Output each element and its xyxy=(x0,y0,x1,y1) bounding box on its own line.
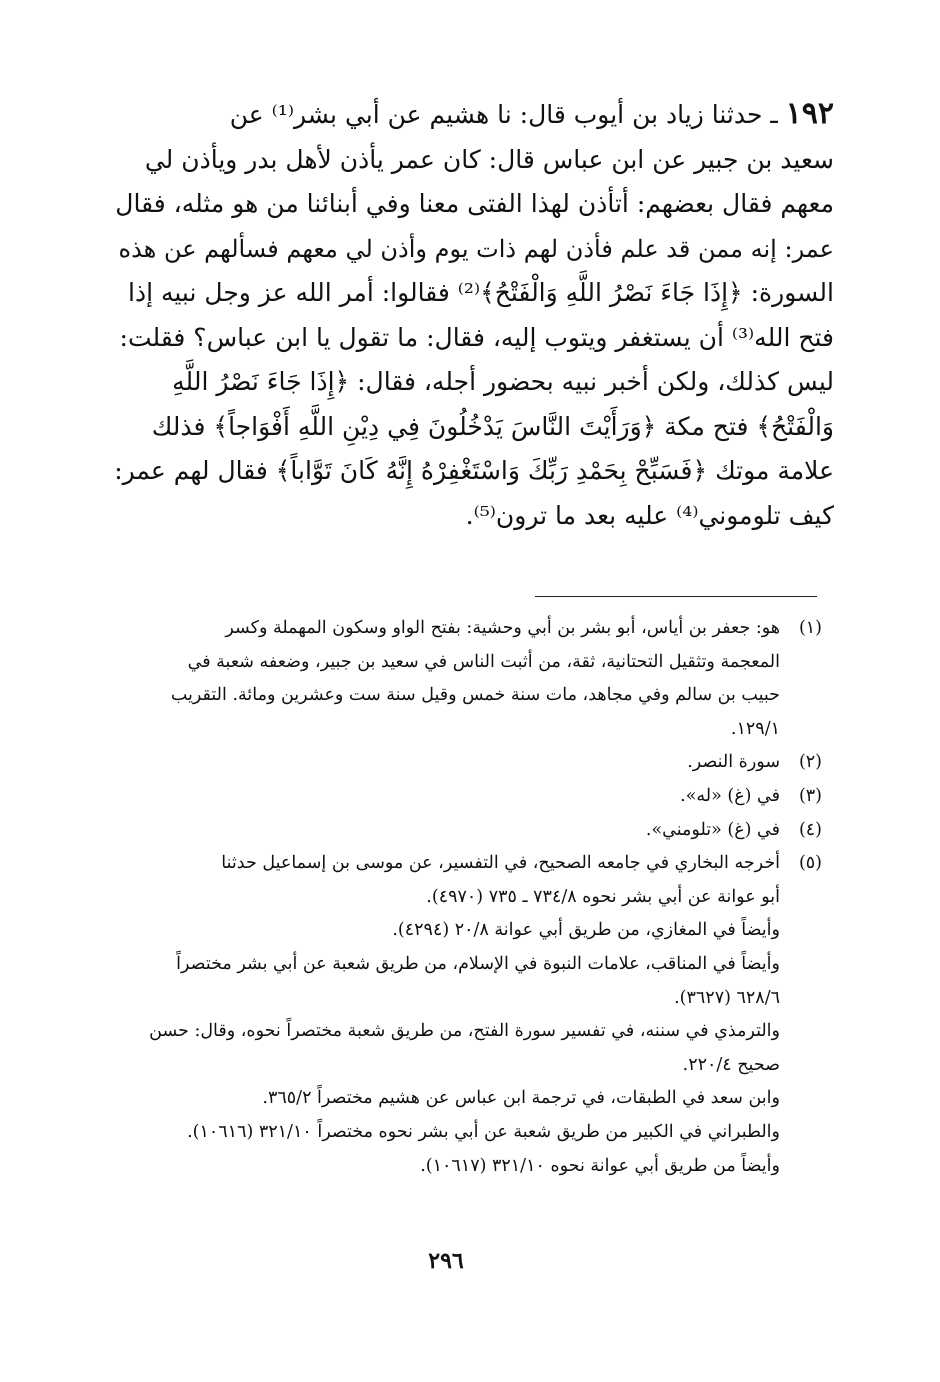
footnote-3 xyxy=(116,780,822,814)
footnote-number: (٤) xyxy=(798,819,822,840)
hadith-line: سعيد بن جبير عن ابن عباس قال: كان عمر يأذن لأهل بدر ويأذن لي xyxy=(144,144,834,174)
footnote-4 xyxy=(116,814,822,848)
footnote-line: هو: جعفر بن أياس، أبو بشر بن أبي وحشية: بفتح الواو وسكون المهملة وكسر xyxy=(225,618,780,638)
footnote-line: وأيضاً من طريق أبي عوانة نحوه ٣٢١/١٠ (١٠٦١٧). xyxy=(420,1155,780,1176)
footnote-line: وأيضاً في المناقب، علامات النبوة في الإسلام، من طريق شعبة عن أبي بشر مختصراً xyxy=(176,953,780,974)
hadith-line: معهم فقال بعضهم: أتأذن لهذا الفتى معنا وفي أبنائنا من هو مثله، فقال xyxy=(115,189,834,218)
hadith-text xyxy=(108,92,834,538)
hadith-line xyxy=(108,92,834,138)
hadith-line: كيف تلوموني⁽⁴⁾ عليه بعد ما ترون⁽⁵⁾. xyxy=(465,500,834,530)
footnote-line: المعجمة وتثقيل التحتانية، ثقة، من أثبت الناس في سعيد بن جبير، وضعفه شعبة في xyxy=(187,651,780,672)
footnote-number: (٢) xyxy=(798,752,822,773)
footnote-line: والترمذي في سننه، في تفسير سورة الفتح، من طريق شعبة مختصراً نحوه، وقال: حسن xyxy=(149,1021,780,1042)
page-number: ٢٩٦ xyxy=(428,1248,464,1274)
footnote-line: وابن سعد في الطبقات، في ترجمة ابن عباس عن هشيم مختصراً ٣٦٥/٢. xyxy=(262,1088,780,1109)
hadith-number: ١٩٢ xyxy=(785,96,834,131)
footnote-line: ١٢٩/١. xyxy=(730,718,780,739)
footnote-line: في (غ) «له». xyxy=(680,785,780,806)
hadith-line: السورة: ﴿إِذَا جَاءَ نَصْرُ اللَّهِ وَالْفَتْحُ﴾⁽²⁾ فقالوا: أمر الله عز وجل نبيه إذا xyxy=(128,278,834,307)
footnote-number: (٥) xyxy=(798,853,822,874)
footnote-line: صحيح ٢٢٠/٤. xyxy=(682,1054,780,1075)
footnote-line: حبيب بن سالم وفي مجاهد، مات سنة خمس وقيل سنة ست وعشرين ومائة. التقريب xyxy=(170,685,780,706)
hadith-line: وَالْفَتْحُ﴾ فتح مكة ﴿وَرَأَيْتَ النَّاسَ يَدْخُلُونَ فِي دِيْنِ اللَّهِ أَفْوَاجاً﴾ فذلك xyxy=(151,411,834,441)
footnote-divider xyxy=(535,596,817,597)
footnote-line: سورة النصر. xyxy=(687,752,780,773)
hadith-line: ليس كذلك، ولكن أخبر نبيه بحضور أجله، فقال: ﴿إِذَا جَاءَ نَصْرُ اللَّهِ xyxy=(172,367,834,396)
footnote-line: أخرجه البخاري في جامعه الصحيح، في التفسير، عن موسى بن إسماعيل حدثنا xyxy=(221,853,780,874)
footnote-1 xyxy=(116,612,822,746)
footnotes xyxy=(116,612,822,1183)
footnote-5 xyxy=(116,847,822,1183)
footnote-line: والطبراني في الكبير من طريق شعبة عن أبي بشر نحوه مختصراً ٣٢١/١٠ (١٠٦١٦). xyxy=(187,1121,780,1142)
footnote-line: ٦٢٨/٦ (٣٦٢٧). xyxy=(674,987,780,1008)
hadith-line-text: ـ حدثنا زياد بن أيوب قال: نا هشيم عن أبي بشر⁽¹⁾ عن xyxy=(229,100,786,129)
hadith-line: علامة موتك ﴿فَسَبِّحْ بِحَمْدِ رَبِّكَ وَاسْتَغْفِرْهُ إِنَّهُ كَانَ تَوَّاباً﴾ فقال لهم عمر: xyxy=(114,456,834,485)
footnote-line: في (غ) «تلومني». xyxy=(645,819,780,840)
footnote-number: (١) xyxy=(798,618,822,638)
footnote-2 xyxy=(116,746,822,780)
footnote-number: (٣) xyxy=(798,785,822,806)
footnote-line: وأيضاً في المغازي، من طريق أبي عوانة ٢٠/٨ (٤٢٩٤). xyxy=(392,920,780,941)
hadith-line: عمر: إنه ممن قد علم فأذن لهم ذات يوم وأذن لي معهم فسألهم عن هذه xyxy=(118,234,834,263)
footnote-line: أبو عوانة عن أبي بشر نحوه ٧٣٤/٨ ـ ٧٣٥ (٤٩٧٠). xyxy=(426,886,780,907)
hadith-line: فتح الله⁽³⁾ أن يستغفر ويتوب إليه، فقال: ما تقول يا ابن عباس؟ فقلت: xyxy=(119,322,834,352)
